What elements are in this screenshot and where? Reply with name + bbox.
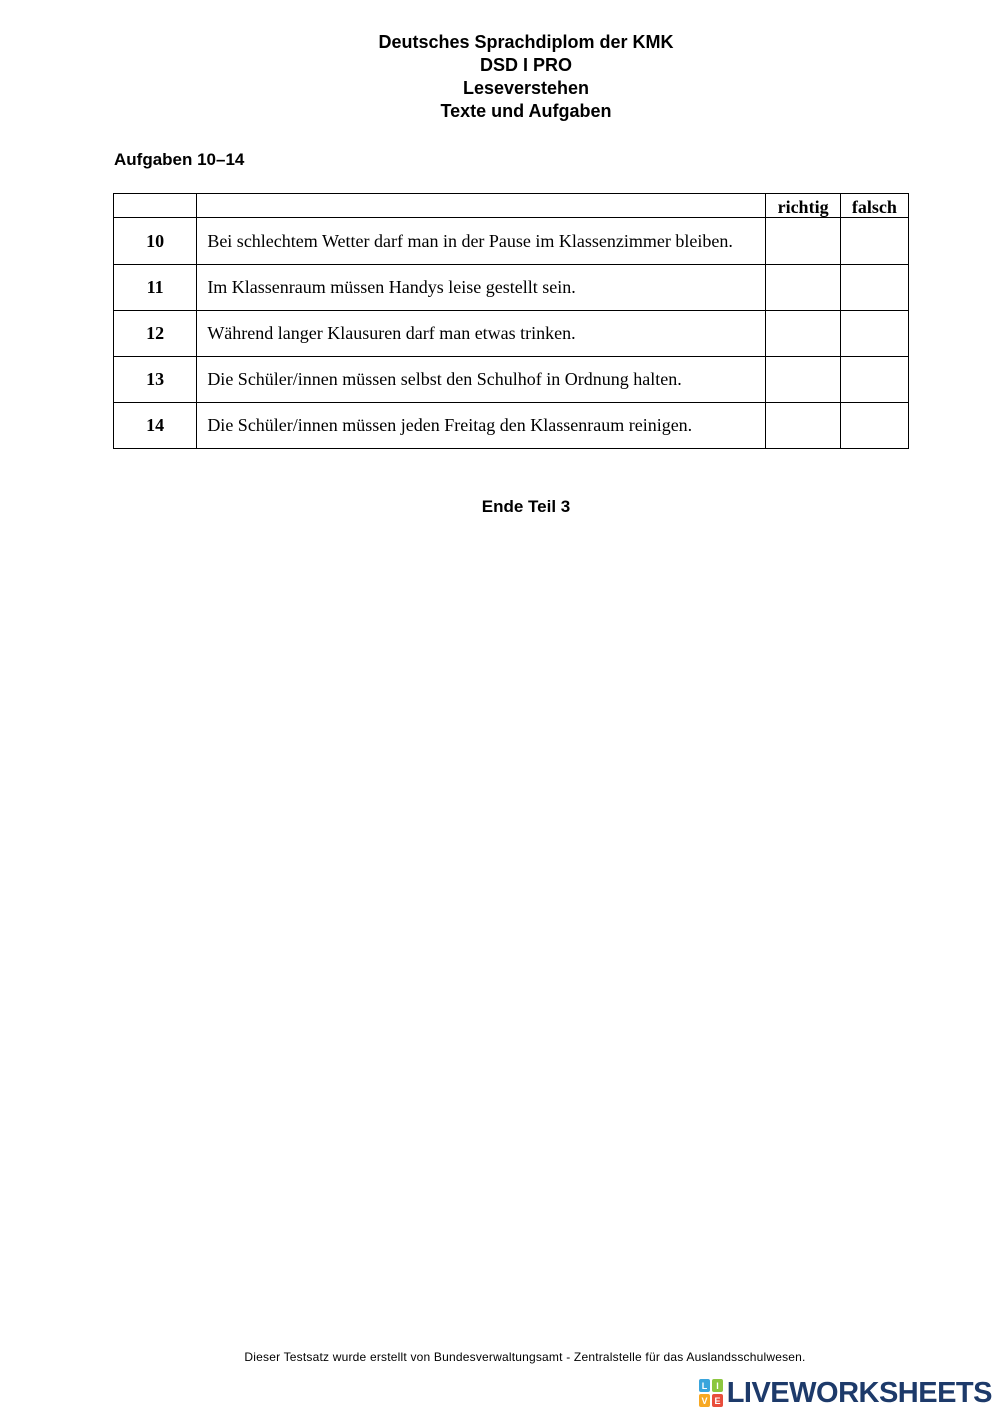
richtig-answer-cell[interactable] [766, 311, 840, 357]
task-number: 14 [114, 403, 197, 449]
falsch-answer-cell[interactable] [840, 357, 908, 403]
table-row [114, 311, 909, 357]
header-richtig: richtig [766, 194, 840, 218]
brand-name: LIVEWORKSHEETS [726, 1376, 992, 1409]
table-row [114, 357, 909, 403]
task-number: 10 [114, 218, 197, 265]
section-title: Aufgaben 10–14 [114, 150, 245, 169]
document-header [0, 31, 1000, 123]
header-exam-level: DSD I PRO [479, 55, 572, 75]
task-statement: Im Klassenraum müssen Handys leise gestellt sein. [197, 265, 766, 311]
task-number: 11 [114, 265, 197, 311]
falsch-answer-cell[interactable] [840, 311, 908, 357]
svg-text:E: E [714, 1396, 721, 1406]
falsch-answer-cell[interactable] [840, 218, 908, 265]
header-empty-text-cell [197, 194, 766, 218]
table-row [114, 218, 909, 265]
true-false-table [113, 193, 909, 449]
svg-text:L: L [701, 1381, 707, 1391]
task-statement: Die Schüler/innen müssen jeden Freitag den Klassenraum reinigen. [197, 403, 766, 449]
falsch-answer-cell[interactable] [840, 265, 908, 311]
table-row [114, 403, 909, 449]
table-row [114, 265, 909, 311]
header-subtitle: Texte und Aufgaben [440, 101, 612, 121]
richtig-answer-cell[interactable] [766, 357, 840, 403]
task-statement: Während langer Klausuren darf man etwas trinken. [197, 311, 766, 357]
header-falsch: falsch [840, 194, 908, 218]
svg-text:V: V [701, 1396, 708, 1406]
liveworksheets-brand [699, 1376, 992, 1410]
header-title: Deutsches Sprachdiplom der KMK [378, 32, 674, 52]
header-skill: Leseverstehen [462, 78, 590, 98]
liveworksheets-logo-icon [699, 1379, 723, 1407]
credit-line: Dieser Testsatz wurde erstellt von Bundesverwaltungsamt - Zentralstelle für das Auslandsschulwesen. [244, 1350, 806, 1364]
table-header-row [114, 194, 909, 218]
falsch-answer-cell[interactable] [840, 403, 908, 449]
task-number: 13 [114, 357, 197, 403]
svg-text:I: I [715, 1381, 719, 1391]
task-statement: Die Schüler/innen müssen selbst den Schulhof in Ordnung halten. [197, 357, 766, 403]
end-of-part-label: Ende Teil 3 [481, 497, 571, 516]
richtig-answer-cell[interactable] [766, 218, 840, 265]
task-number: 12 [114, 311, 197, 357]
richtig-answer-cell[interactable] [766, 403, 840, 449]
richtig-answer-cell[interactable] [766, 265, 840, 311]
task-statement: Bei schlechtem Wetter darf man in der Pause im Klassenzimmer bleiben. [197, 218, 766, 265]
header-empty-number-cell [114, 194, 197, 218]
